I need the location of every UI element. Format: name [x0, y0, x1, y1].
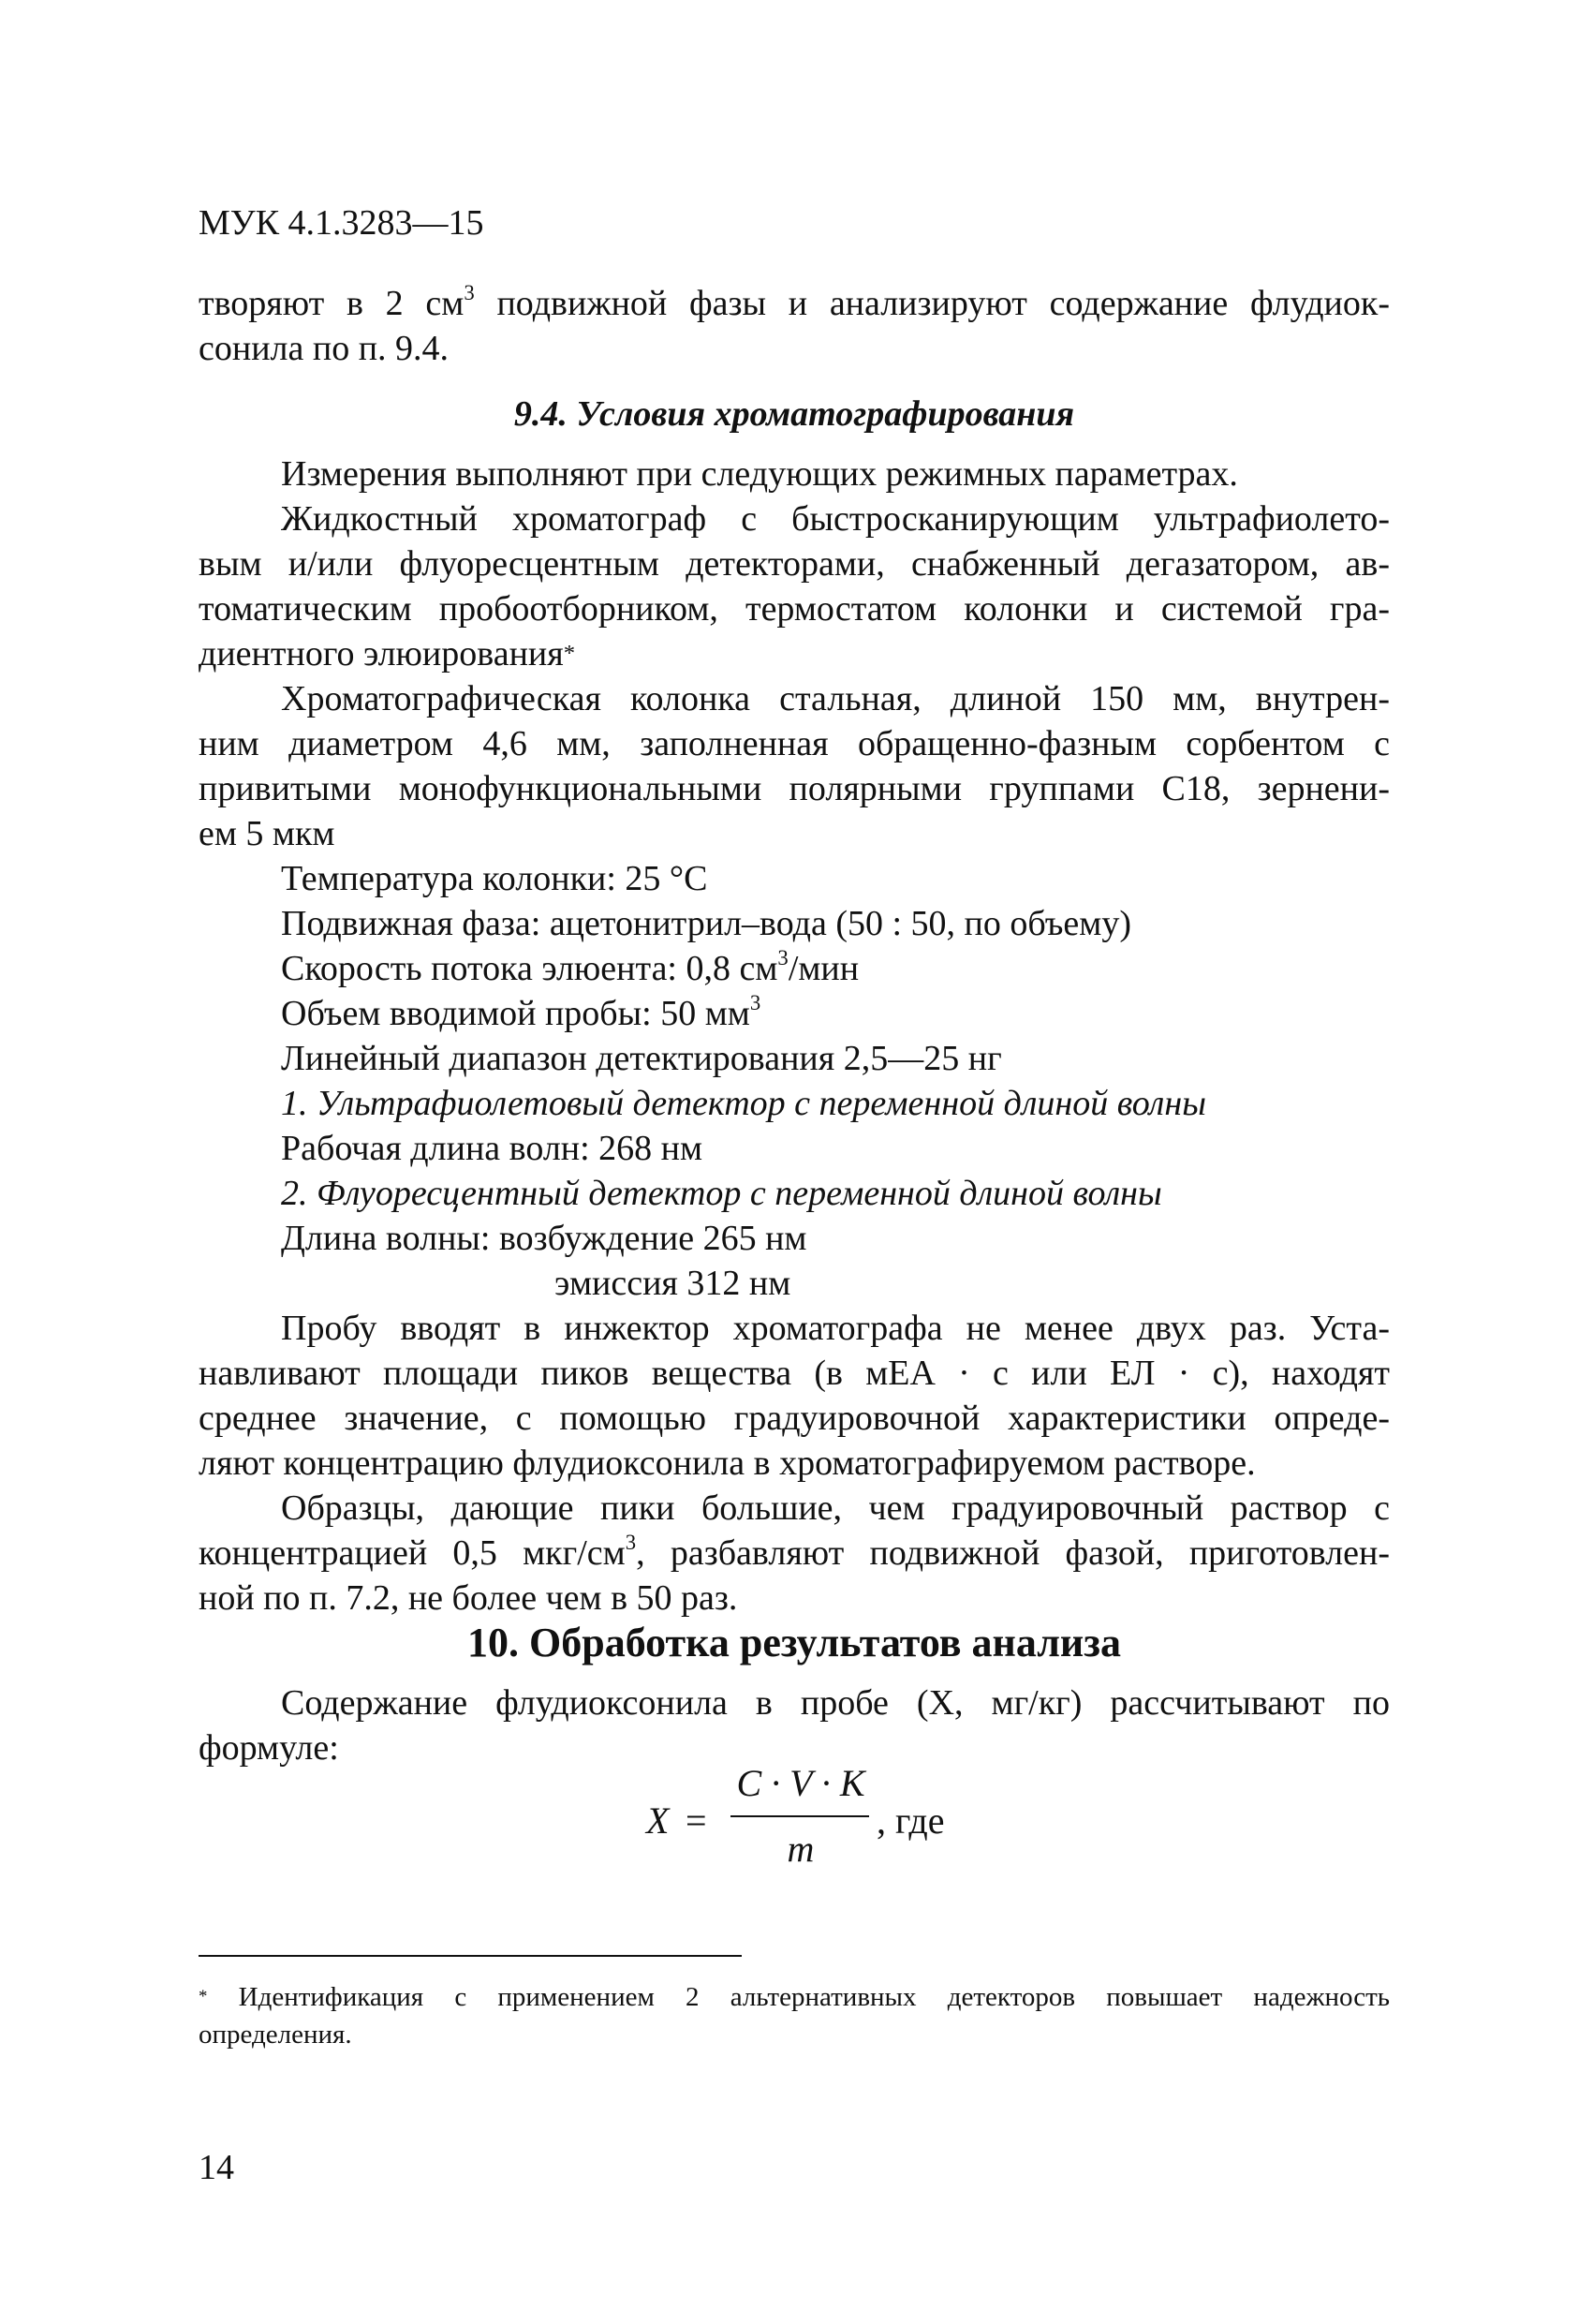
- paragraph-line: Жидкостный хроматограф с быстросканирующим ультрафиолето-: [281, 499, 1390, 539]
- samples-paragraph: [199, 1486, 1390, 1621]
- continuation-paragraph: [199, 281, 1390, 371]
- injection-paragraph: [199, 1306, 1390, 1486]
- paragraph-line: сонила по п. 9.4.: [199, 329, 450, 368]
- paragraph-line: Хроматографическая колонка стальная, длиной 150 мм, внутрен-: [281, 679, 1390, 718]
- detector-fluorescent-heading: 2. Флуоресцентный детектор с переменной длиной волны: [281, 1174, 1162, 1213]
- param-linear-range: Линейный диапазон детектирования 2,5—25 нг: [281, 1039, 1002, 1078]
- detector-uv-heading: 1. Ультрафиолетовый детектор с переменной длиной волны: [281, 1084, 1206, 1123]
- paragraph-line: концентрацией 0,5 мкг/$см^3$, разбавляют подвижной фазой, приготовлен-: [199, 1531, 1390, 1573]
- footnote-line: определения.: [199, 2020, 352, 2050]
- parameter-list: [199, 856, 1390, 1306]
- paragraph-line: среднее значение, с помощью градуировочной характеристики опреде-: [199, 1399, 1390, 1438]
- param-wavelength: Рабочая длина волн: 268 нм: [281, 1129, 703, 1168]
- paragraph-line: Измерения выполняют при следующих режимных параметрах.: [281, 454, 1238, 494]
- paragraph-line: формуле:: [199, 1728, 339, 1768]
- section-heading-9-4: [199, 392, 1390, 437]
- param-excitation: Длина волны: возбуждение 265 нм: [281, 1219, 807, 1258]
- paragraph-line: ляют концентрацию флудиоксонила в хроматографируемом растворе.: [199, 1443, 1256, 1483]
- page-number: 14: [199, 2148, 234, 2187]
- paragraph-line: Образцы, дающие пики большие, чем градуировочный раствор с: [281, 1488, 1390, 1528]
- paragraph-line: Содержание флудиоксонила в пробе (Х, мг/кг) рассчитывают по: [281, 1683, 1390, 1723]
- paragraph-line: томатическим пробоотборником, термостатом колонки и системой гра-: [199, 589, 1390, 629]
- formula-denominator: m: [787, 1828, 815, 1870]
- param-mobile-phase: Подвижная фаза: ацетонитрил–вода (50 : 50, по объему): [281, 904, 1131, 943]
- paragraph-line: привитыми монофункциональными полярными группами С18, зернени-: [199, 769, 1390, 808]
- section-heading-10: [199, 1617, 1390, 1669]
- paragraph-line: диентного элюирования*: [199, 634, 576, 674]
- paragraph-line: ним диаметром 4,6 мм, заполненная обращенно-фазным сорбентом с: [199, 724, 1390, 763]
- paragraph-line: навливают площади пиков вещества (в мЕА · с или ЕЛ · с), находят: [199, 1354, 1390, 1393]
- paragraph-line: Пробу вводят в инжектор хроматографа не менее двух раз. Уста-: [281, 1309, 1390, 1348]
- formula-suffix: , где: [877, 1799, 945, 1842]
- document-code-header: МУК 4.1.3283—15: [199, 203, 484, 243]
- formula-lhs: X: [646, 1799, 670, 1842]
- param-temperature: Температура колонки: 25 °С: [281, 859, 708, 898]
- footnote-marker: *: [199, 1987, 208, 2007]
- chromatograph-paragraph: [199, 451, 1390, 676]
- param-injection-volume: Объем вводимой пробы: 50 $мм^3$: [281, 991, 761, 1033]
- paragraph-line: вым и/или флуоресцентным детекторами, снабженный дегазатором, ав-: [199, 544, 1390, 584]
- formula-equals: =: [686, 1799, 707, 1842]
- column-paragraph: [199, 676, 1390, 856]
- footnote-marker: *: [563, 641, 576, 667]
- paragraph-line: ной по п. 7.2, не более чем в 50 раз.: [199, 1578, 738, 1618]
- paragraph-line: творяют в 2 $см^3$ подвижной фазы и анализируют содержание флудиок-: [199, 281, 1390, 323]
- footnote: [199, 1978, 1390, 2053]
- formula: [646, 1761, 965, 1883]
- fraction-line: [730, 1815, 869, 1817]
- param-flow-rate: Скорость потока элюента: 0,8 $см^3$/мин: [281, 946, 860, 988]
- footnote-divider: [199, 1955, 742, 1957]
- paragraph-line: ем 5 мкм: [199, 814, 335, 853]
- section-title: 10. Обработка результатов анализа: [467, 1620, 1121, 1665]
- param-emission: эмиссия 312 нм: [554, 1264, 791, 1303]
- content-paragraph: [199, 1680, 1390, 1770]
- formula-numerator: C · V · K: [736, 1762, 865, 1804]
- footnote-line: * Идентификация с применением 2 альтернативных детекторов повышает надежность: [199, 1982, 1390, 2012]
- section-title: 9.4. Условия хроматографирования: [513, 394, 1075, 434]
